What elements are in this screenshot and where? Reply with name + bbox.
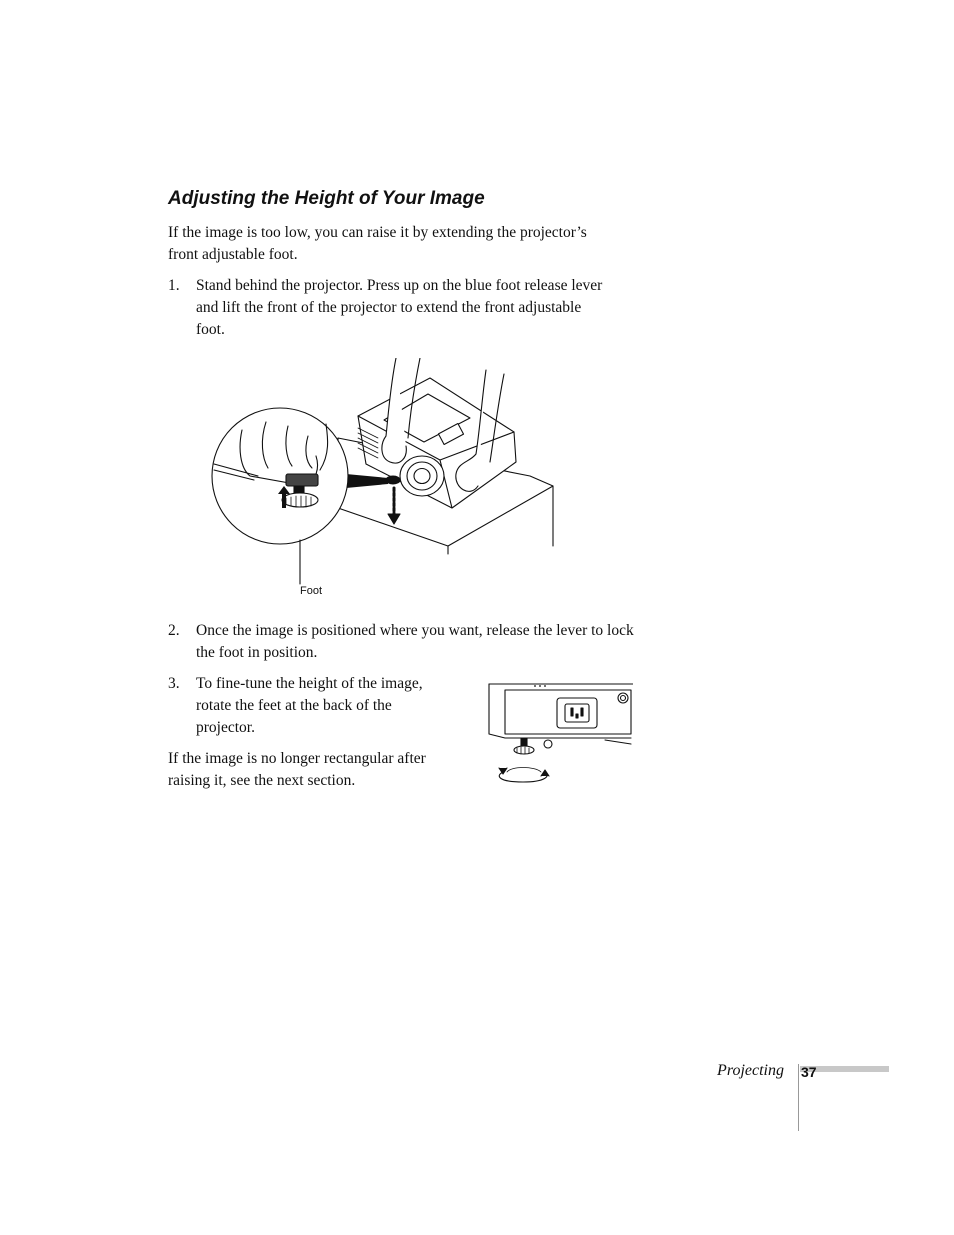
step-text: Stand behind the projector. Press up on the blue foot release lever and lift the front of the projector to extend the front adjustable foot.: [196, 277, 603, 338]
step-3: [168, 673, 453, 739]
foot-callout-label: Foot: [300, 585, 323, 597]
step-text: To fine-tune the height of the image, rotate the feet at the back of the projector.: [196, 675, 423, 736]
footer-section-name: Projecting: [717, 1062, 784, 1079]
after-paragraph: If the image is no longer rectangular after raising it, see the next section.: [168, 750, 426, 789]
section-heading: Adjusting the Height of Your Image: [168, 188, 485, 209]
step-1: [168, 275, 608, 341]
page-number: 37: [801, 1064, 817, 1080]
rear-foot-rotation-illustration: [485, 680, 633, 788]
projector-lift-illustration: [208, 358, 568, 603]
step-number: 2.: [168, 622, 180, 639]
step-number: 3.: [168, 675, 180, 692]
footer-rule: [798, 1064, 799, 1131]
step-2: [168, 620, 638, 664]
step-text: Once the image is positioned where you want, release the lever to lock the foot in position.: [196, 622, 634, 661]
step-number: 1.: [168, 277, 180, 294]
intro-paragraph: If the image is too low, you can raise it by extending the projector’s front adjustable foot.: [168, 224, 587, 263]
